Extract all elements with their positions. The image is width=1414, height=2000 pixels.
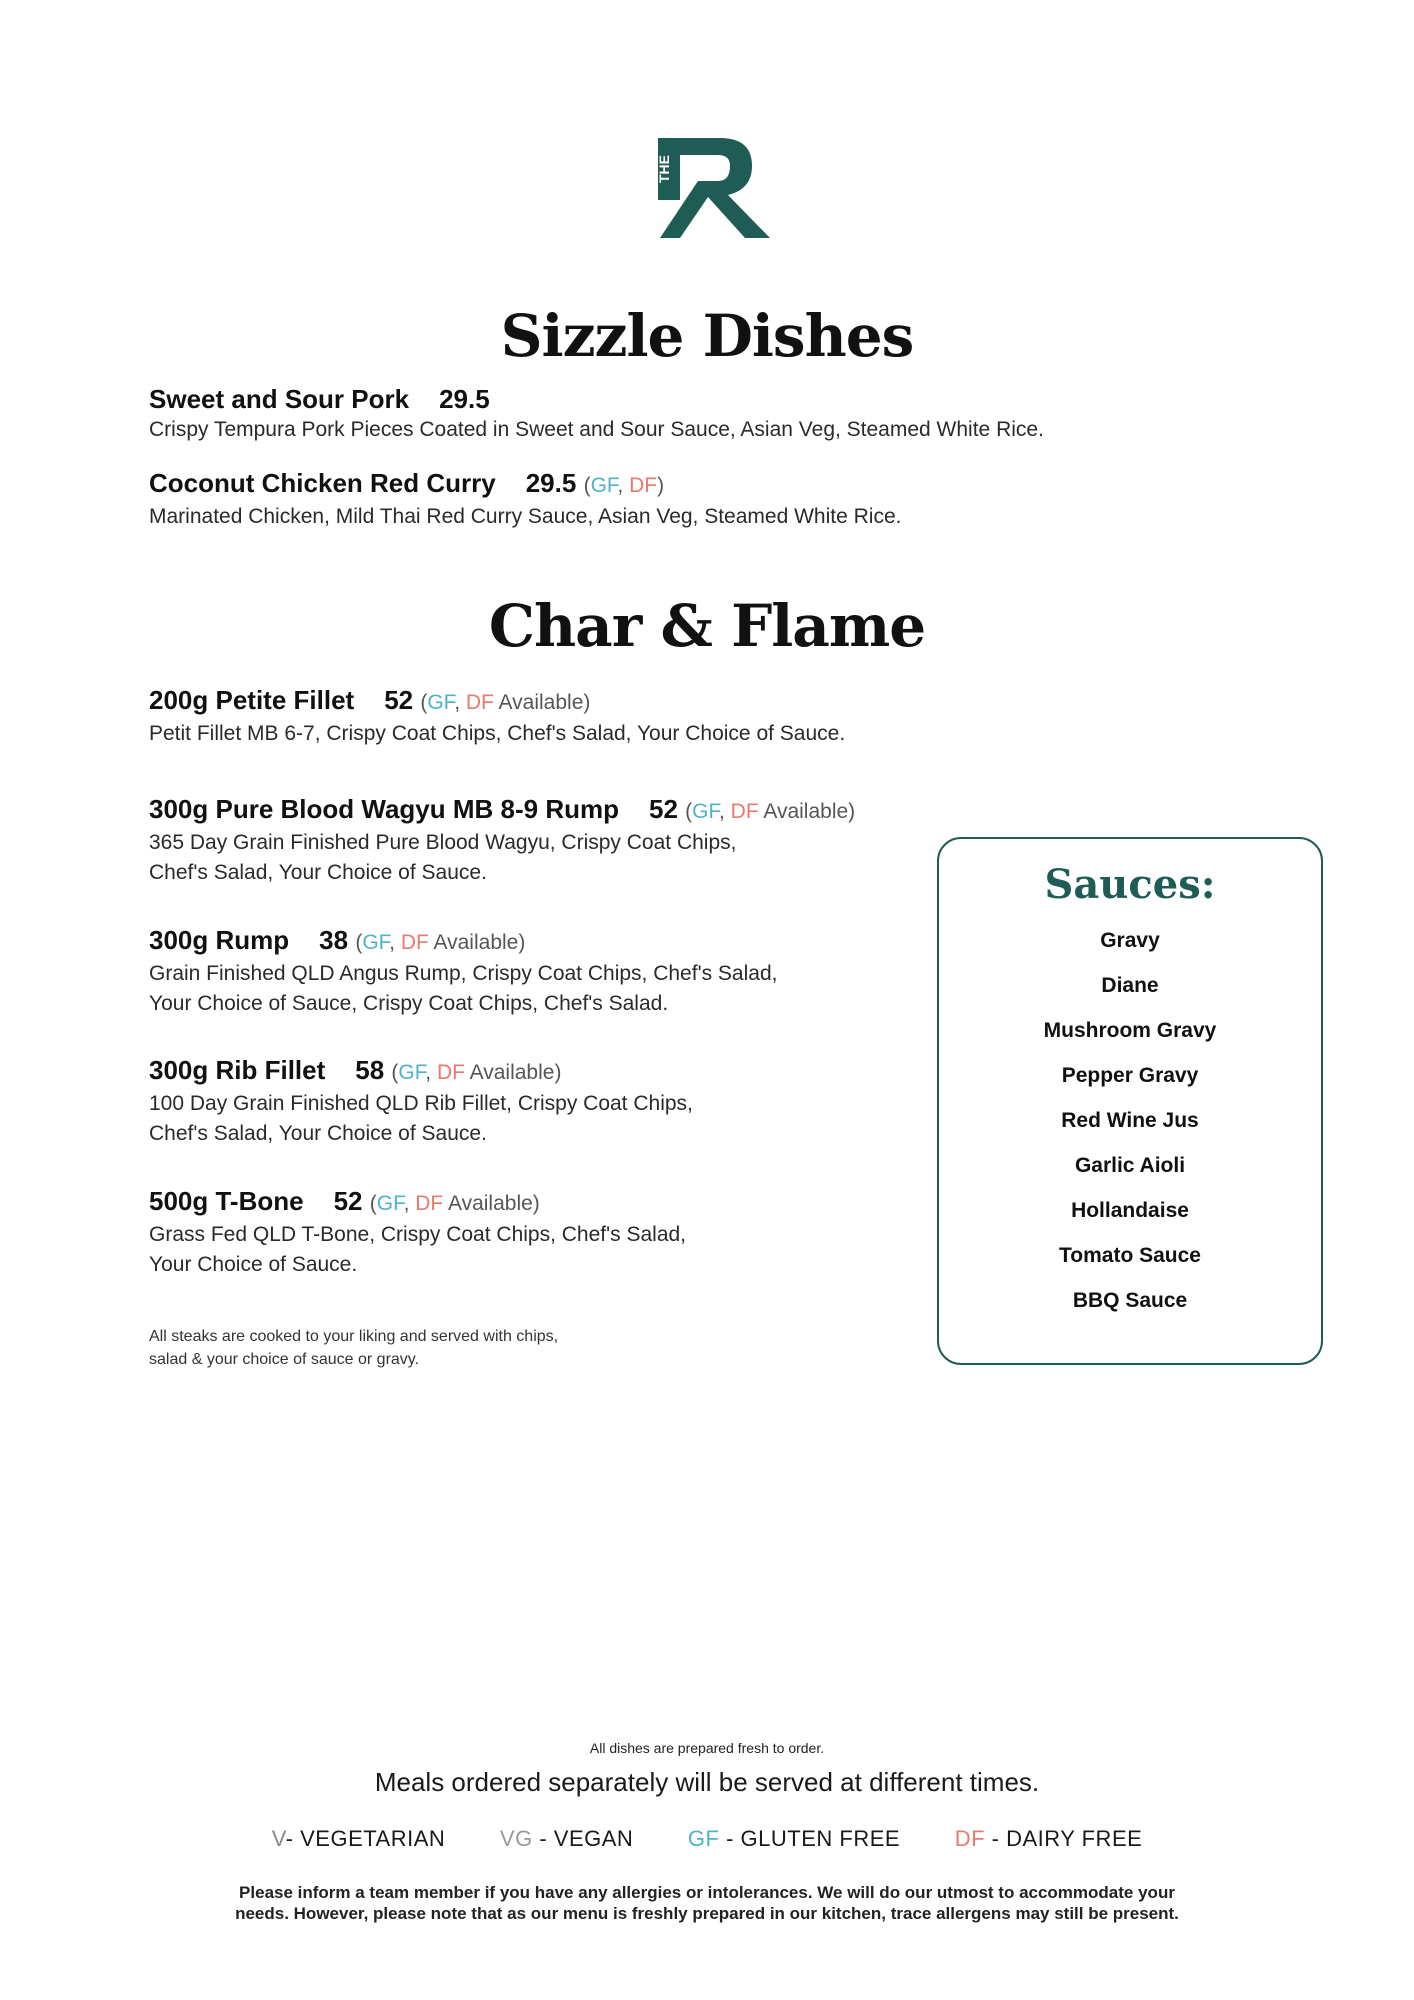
legend-gluten-free: GF - GLUTEN FREE <box>687 1826 901 1851</box>
sauce-item: Diane <box>1101 974 1159 997</box>
logo-text: THE <box>656 155 672 183</box>
item-name: 300g Rump <box>149 925 290 955</box>
menu-item <box>149 1054 693 1149</box>
item-price: 52 <box>333 1186 363 1216</box>
menu-item <box>149 383 1044 445</box>
sauce-item: Tomato Sauce <box>1059 1244 1201 1267</box>
tag-df: DF <box>629 474 658 497</box>
menu-item <box>149 924 777 1019</box>
menu-item <box>149 1185 686 1280</box>
legend-vegan: VG - VEGAN <box>499 1826 634 1851</box>
section-title-char-flame: Char & Flame <box>488 592 926 660</box>
sauce-item: Red Wine Jus <box>1061 1109 1199 1132</box>
sauces-panel <box>937 837 1323 1365</box>
tag-gf: GF <box>590 474 618 497</box>
item-name: 200g Petite Fillet <box>149 685 355 715</box>
item-name: 300g Rib Fillet <box>149 1055 326 1085</box>
item-price: 29.5 <box>525 468 577 498</box>
item-price: 38 <box>319 925 349 955</box>
sauce-item: Gravy <box>1100 929 1160 952</box>
dietary-tags: (GF, DF Available) <box>355 931 526 954</box>
item-description: Petit Fillet MB 6-7, Crispy Coat Chips, Chef's Salad, Your Choice of Sauce. <box>149 722 846 745</box>
sauce-list <box>939 918 1321 1323</box>
dietary-tags: (GF, DF Available) <box>391 1061 562 1084</box>
item-description-line: Grain Finished QLD Angus Rump, Crispy Coat Chips, Chef's Salad, <box>149 962 778 985</box>
sauce-item: Pepper Gravy <box>1061 1064 1199 1087</box>
dietary-tags: (GF, DF Available) <box>420 691 591 714</box>
dietary-tags: (GF, DF) <box>583 474 665 497</box>
legend-vegetarian: V- VEGETARIAN <box>271 1826 446 1851</box>
steak-note: All steaks are cooked to your liking and served with chips, salad & your choice of sauce or gravy. <box>149 1328 559 1368</box>
item-description: Marinated Chicken, Mild Thai Red Curry Sauce, Asian Veg, Steamed White Rice. <box>149 505 902 528</box>
item-name: 500g T-Bone <box>149 1186 304 1216</box>
item-price: 52 <box>648 794 678 824</box>
item-name: 300g Pure Blood Wagyu MB 8-9 Rump <box>149 794 619 824</box>
section-title-sizzle: Sizzle Dishes <box>500 302 914 370</box>
dietary-tags: (GF, DF Available) <box>369 1192 540 1215</box>
item-name: Sweet and Sour Pork <box>149 384 410 414</box>
item-price: 52 <box>384 685 414 715</box>
sauce-item: Hollandaise <box>1071 1199 1189 1222</box>
item-description: Crispy Tempura Pork Pieces Coated in Sweet and Sour Sauce, Asian Veg, Steamed White Rice. <box>149 418 1044 441</box>
menu-item <box>149 467 901 532</box>
menu-item <box>149 684 845 749</box>
item-price: 29.5 <box>439 384 490 414</box>
dietary-tags: (GF, DF Available) <box>685 800 856 823</box>
footer-fresh-note: All dishes are prepared fresh to order. <box>589 1740 825 1756</box>
sauce-item: Mushroom Gravy <box>1043 1019 1217 1042</box>
item-description-line: 100 Day Grain Finished QLD Rib Fillet, Crispy Coat Chips, <box>149 1092 693 1115</box>
menu-item <box>149 793 855 888</box>
sauce-item: Garlic Aioli <box>1074 1154 1186 1177</box>
sauce-item: BBQ Sauce <box>1072 1289 1188 1312</box>
allergy-notice: Please inform a team member if you have any allergies or intolerances. We will do our utmost to accommodate your needs. However, please note that as our menu is freshly prepared in our kitchen, trace allergens may still be present. <box>235 1883 1179 1923</box>
item-description-line: Your Choice of Sauce. <box>149 1253 358 1276</box>
item-description-line: Chef's Salad, Your Choice of Sauce. <box>149 1122 487 1145</box>
item-description-line: Chef's Salad, Your Choice of Sauce. <box>149 861 487 884</box>
item-description-line: Grass Fed QLD T-Bone, Crispy Coat Chips, Chef's Salad, <box>149 1223 687 1246</box>
footer-serving-note: Meals ordered separately will be served at different times. <box>374 1767 1040 1797</box>
dietary-legend <box>0 1826 1414 1852</box>
item-price: 58 <box>355 1055 385 1085</box>
sauces-title: Sauces: <box>1044 861 1216 908</box>
brand-logo <box>650 133 780 243</box>
item-description-line: 365 Day Grain Finished Pure Blood Wagyu, Crispy Coat Chips, <box>149 831 737 854</box>
item-description-line: Your Choice of Sauce, Crispy Coat Chips, Chef's Salad. <box>149 992 669 1015</box>
item-name: Coconut Chicken Red Curry <box>149 468 496 498</box>
legend-dairy-free: DF - DAIRY FREE <box>954 1826 1143 1851</box>
